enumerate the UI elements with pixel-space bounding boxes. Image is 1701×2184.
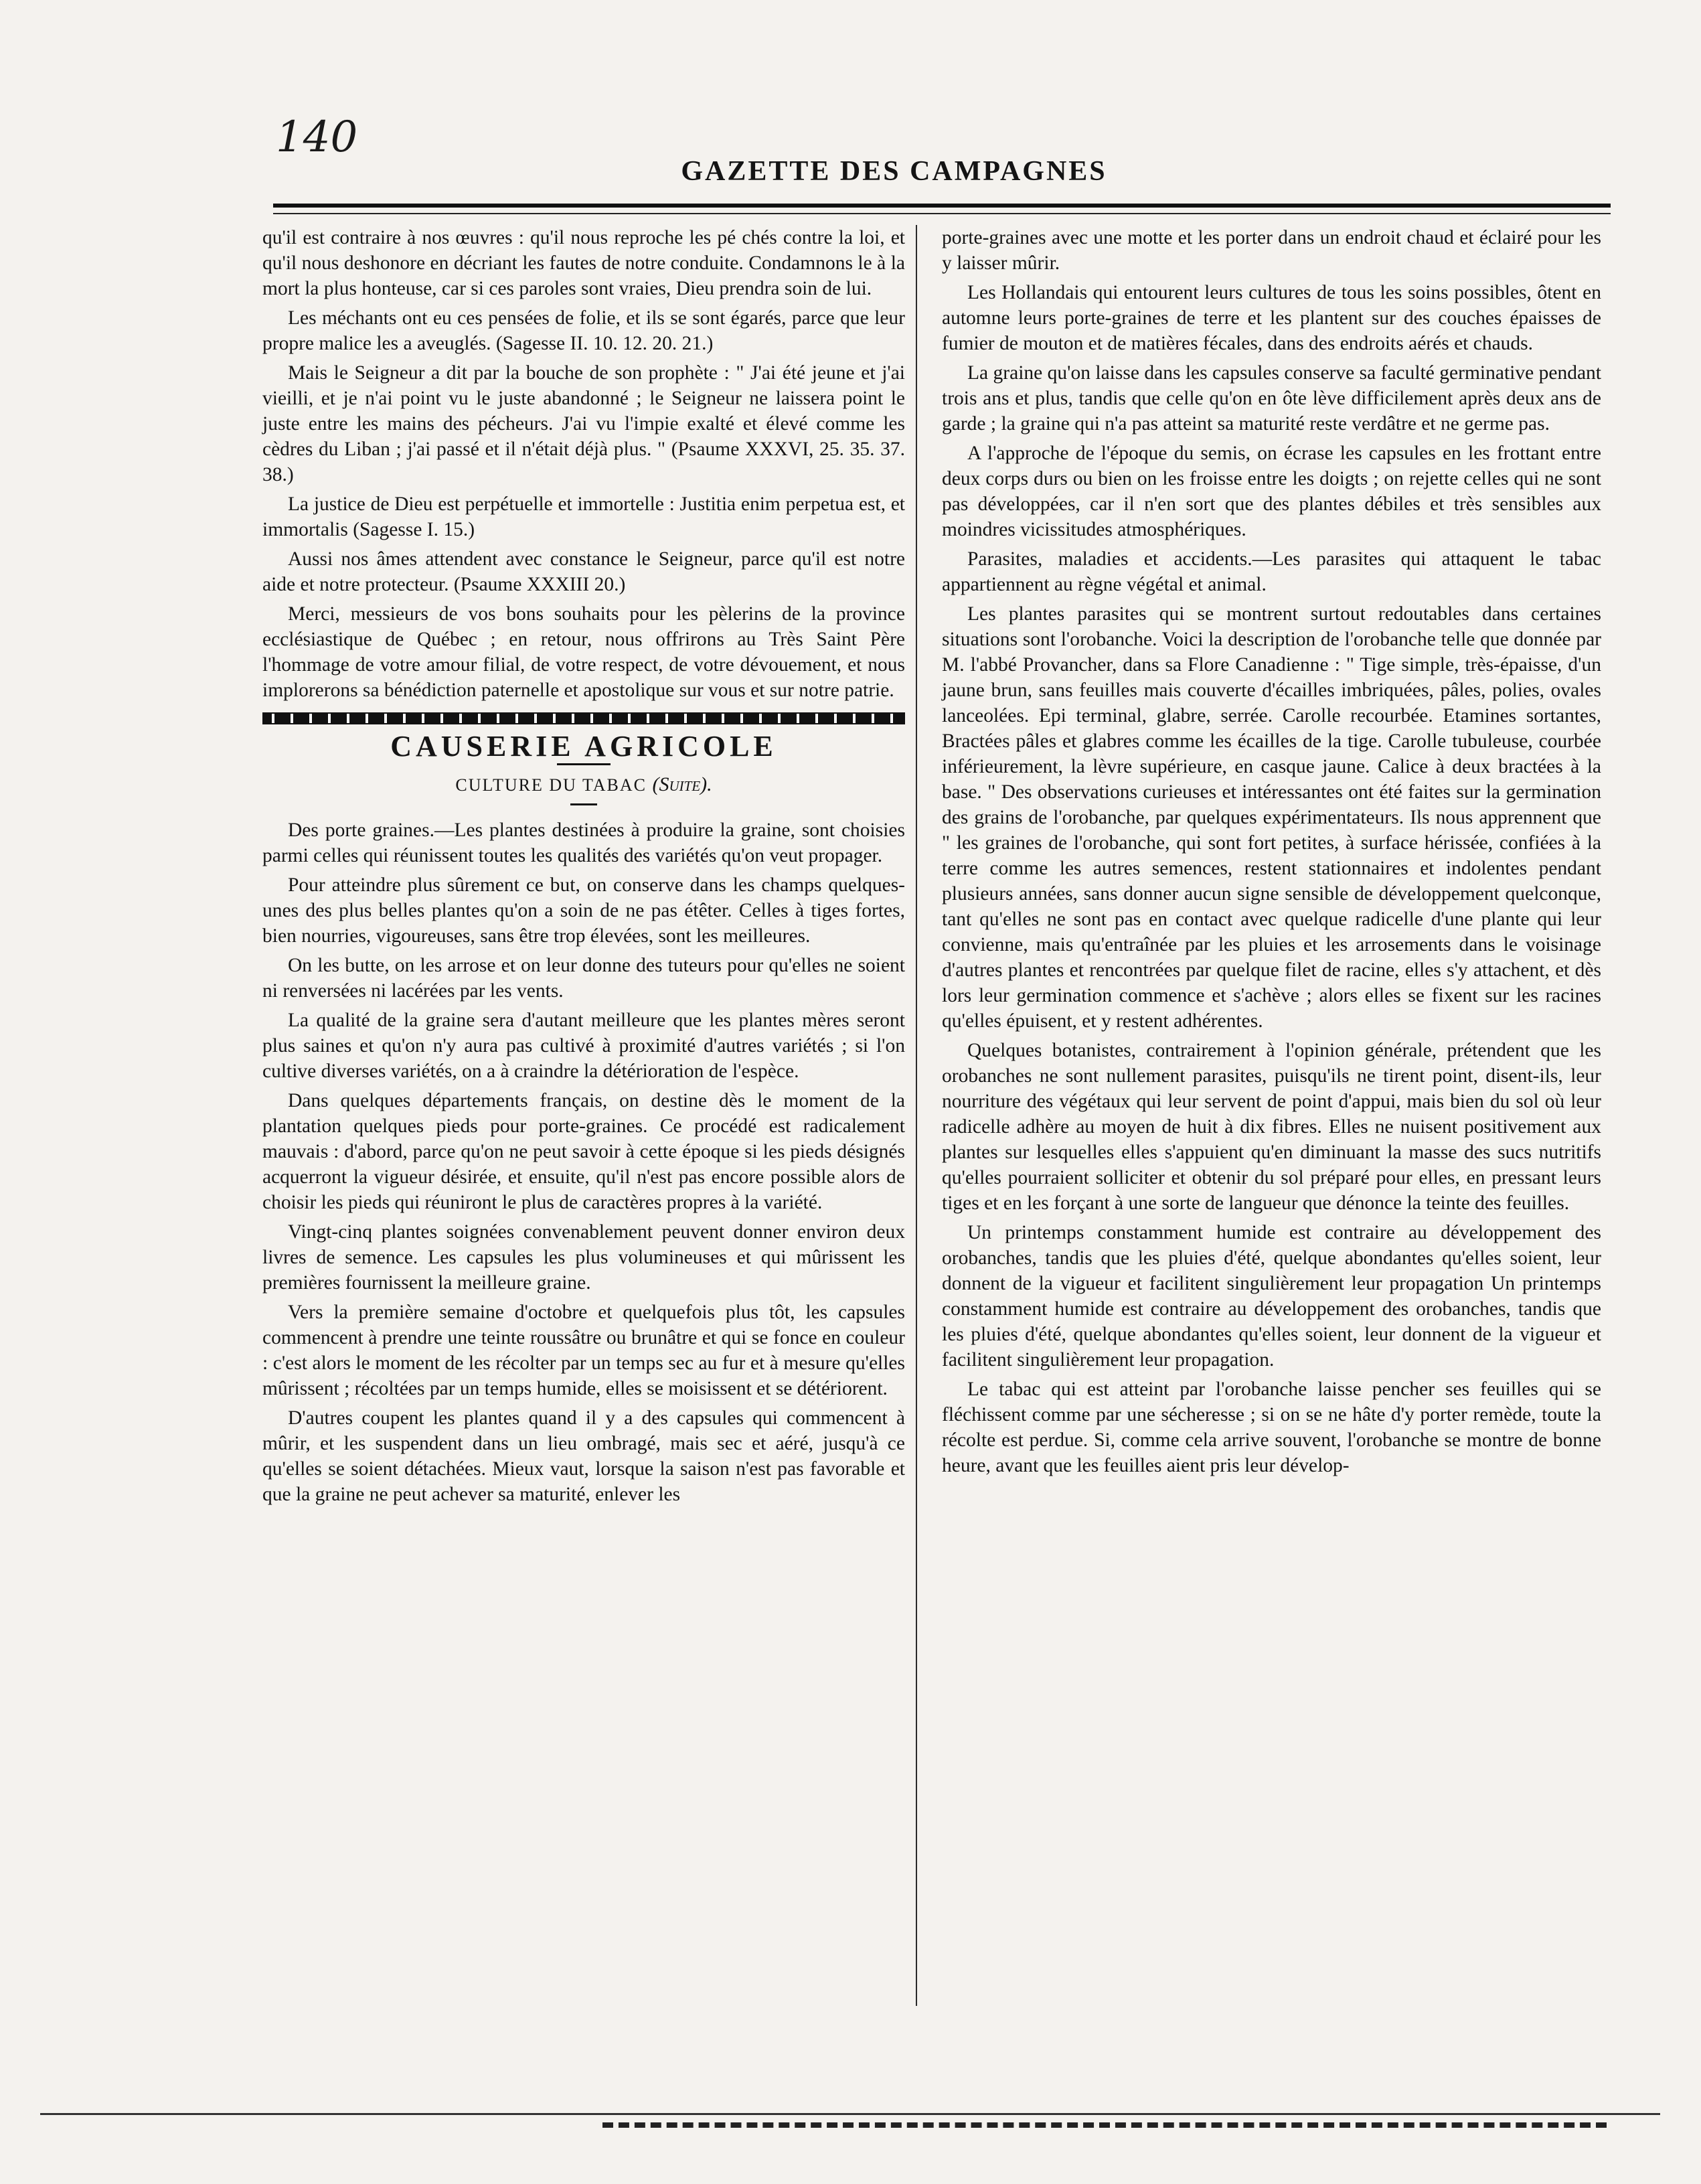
paragraph: Vers la première semaine d'octobre et quelquefois plus tôt, les capsules commencent à prendre une teinte roussâtre ou brunâtre et qui se fonce en couleur : c'est alors le moment de les récolter par un temps sec au fur et à mesure qu'elles mûrissent ; récoltées par un temps humide, elles se moisissent et se détériorent. bbox=[262, 1302, 905, 1399]
subtitle-suite: (Suite). bbox=[652, 773, 712, 795]
section-subtitle bbox=[262, 772, 905, 798]
header-rule bbox=[273, 204, 1611, 214]
title-rule bbox=[557, 763, 611, 765]
paragraph: Mais le Seigneur a dit par la bouche de son prophète : " J'ai été jeune et j'ai vieilli, et je n'ai point vu le juste abandonné ; le Seigneur ne laissera point le juste entre les mains des pécheurs. J'ai vu l'impie exalté et élevé comme les cèdres du Liban ; j'ai passé et il n'était déjà plus. " (Psaume XXXVI, 25. 35. 37. 38.) bbox=[262, 362, 905, 485]
paragraph: Aussi nos âmes attendent avec constance le Seigneur, parce qu'il est notre aide et notre protecteur. (Psaume XXXIII 20.) bbox=[262, 548, 905, 595]
column-divider bbox=[916, 225, 917, 2006]
left-column bbox=[262, 225, 905, 1511]
paragraph: La qualité de la graine sera d'autant meilleure que les plantes mères seront plus saines et qu'on n'y aura pas cultivé à proximité d'autres variétés ; si l'on cultive diverses variétés, on a à craindre la détérioration de l'espèce. bbox=[262, 1010, 905, 1082]
subtitle-rule bbox=[570, 803, 597, 805]
page-number: 140 bbox=[276, 112, 358, 162]
paragraph: La justice de Dieu est perpétuelle et immortelle : Justitia enim perpetua est, et immortalis (Sagesse I. 15.) bbox=[262, 493, 905, 540]
paragraph: Merci, messieurs de vos bons souhaits pour les pèlerins de la province ecclésiastique de Québec ; en retour, nous offrirons au Très Saint Père l'hommage de votre amour filial, de votre respect, de votre dévouement, et nous implorerons sa bénédiction paternelle et apostolique sur vous et sur notre patrie. bbox=[262, 603, 905, 701]
paragraph: D'autres coupent les plantes quand il y a des capsules qui commencent à mûrir, et les suspendent dans un lieu ombragé, mais sec et aéré, jusqu'à ce qu'elles se soient détachées. Mieux vaut, lorsque la saison n'est pas favorable et que la graine ne peut achever sa maturité, enlever les bbox=[262, 1407, 905, 1505]
subtitle-text: CULTURE DU TABAC bbox=[455, 775, 647, 795]
paragraph: Des porte graines.—Les plantes destinées à produire la graine, sont choisies parmi celles qui réunissent toutes les qualités des variétés qu'on veut propager. bbox=[262, 820, 905, 866]
paragraph: Un printemps constamment humide est contraire au développement des orobanches, tandis que les pluies d'été, quelque abondantes qu'elles soient, leur donnent de la vigueur et facilitent singulièrement leur propagation Un printemps constamment humide est contraire au développement des orobanches, tandis que les pluies d'été, quelque abondantes qu'elles soient, leur donnent de la vigueur et facilitent singulièrement leur propagation. bbox=[942, 1222, 1601, 1371]
paragraph: Les Hollandais qui entourent leurs cultures de tous les soins possibles, ôtent en automne leurs porte-graines de terre et les plantent sur des couches épaisses de fumier de mouton et de matières fécales, dans des endroits aérés et chauds. bbox=[942, 282, 1601, 354]
paragraph: A l'approche de l'époque du semis, on écrase les capsules en les frottant entre deux corps durs ou bien on les froisse entre les doigts ; on rejette celles qui ne sont pas développées, car il n'en sort que des plantes débiles et très sensibles aux moindres vicissitudes atmosphériques. bbox=[942, 443, 1601, 540]
paragraph: Le tabac qui est atteint par l'orobanche laisse pencher ses feuilles qui se fléchissent comme par une sécheresse ; si on se ne hâte d'y porter remède, toute la récolte est perdue. Si, comme cela arrive souvent, l'orobanche se montre de bonne heure, avant que les feuilles aient pris leur dévelop- bbox=[942, 1379, 1601, 1476]
paragraph: Parasites, maladies et accidents.—Les parasites qui attaquent le tabac appartiennent au règne végétal et animal. bbox=[942, 548, 1601, 595]
section-divider bbox=[262, 712, 905, 724]
paragraph: Pour atteindre plus sûrement ce but, on conserve dans les champs quelques-unes des plus belles plantes qu'on a soin de ne pas étêter. Celles à tiges fortes, bien nourries, vigoureuses, sans être trop élevées, sont les meilleures. bbox=[262, 874, 905, 947]
footer-dashes bbox=[602, 2122, 1607, 2128]
paragraph: qu'il est contraire à nos œuvres : qu'il nous reproche les pé chés contre la loi, et qu'il nous deshonore en décriant les fautes de notre conduite. Condamnons le à la mort la plus honteuse, car si ces paroles sont vraies, Dieu prendra soin de lui. bbox=[262, 227, 905, 299]
paragraph: Les plantes parasites qui se montrent surtout redoutables dans certaines situations sont l'orobanche. Voici la description de l'orobanche telle que donnée par M. l'abbé Provancher, dans sa Flore Canadienne : " Tige simple, très-épaisse, d'un jaune brun, sans feuilles mais couverte d'écailles imbriquées, pâles, polies, ovales lanceolées. Epi terminal, glabre, serrée. Carolle recourbée. Etamines sortantes, Bractées pâles et glabres comme les écailles de la tige. Carolle tubuleuse, courbée inférieurement, la lèvre supérieure, en casque jaune. Calice à deux bractées à la base. " Des observations curieuses et intéressantes ont été faites sur la germination des grains de l'orobanche, par quelques expérimentateurs. Ils nous apprennent que " les graines de l'orobanche, qui sont fort petites, à surface hérissée, confiées à la terre comme les autres semences, restent stationnaires et indolentes pendant plusieurs années, sans donner aucun signe sensible de développement quelconque, tant qu'elles ne sont pas en contact avec quelque radicelle d'une plante qui leur convienne, mais qu'entraînée par les pluies et les arrosements dans le voisinage d'autres plantes et rencontrées par quelque filet de racine, elles s'y attachent, et dès lors leur germination commence et s'achève ; alors elles se fixent sur les racines qu'elles épuisent, et y restent adhérentes. bbox=[942, 603, 1601, 1032]
footer-rule bbox=[40, 2113, 1660, 2115]
paragraph: On les butte, on les arrose et on leur donne des tuteurs pour qu'elles ne soient ni renversées ni lacérées par les vents. bbox=[262, 955, 905, 1002]
paragraph: Les méchants ont eu ces pensées de folie, et ils se sont égarés, parce que leur propre malice les a aveuglés. (Sagesse II. 10. 12. 20. 21.) bbox=[262, 307, 905, 354]
paragraph: Quelques botanistes, contrairement à l'opinion générale, prétendent que les orobanches ne sont nullement parasites, puisqu'ils ne tirent point, disent-ils, leur nourriture des végétaux qui leur servent de point d'appui, mais bien du sol où leur radicelle adhère au moyen de huit à dix fibres. Elles ne nuisent positivement aux plantes sur lesquelles elles s'appuient qu'en diminuant la masse des sucs nutritifs qu'elles pourraient solliciter et obtenir du sol préparé pour elles, en pressant leurs tiges et en les forçant à une sorte de langueur que dénonce la teinte des feuilles. bbox=[942, 1040, 1601, 1214]
right-column bbox=[942, 225, 1601, 1482]
paragraph: La graine qu'on laisse dans les capsules conserve sa faculté germinative pendant trois ans et plus, tandis que celle qu'on en ôte lève difficilement après deux ans de garde ; la graine qui n'a pas atteint sa maturité reste verdâtre et ne germe pas. bbox=[942, 362, 1601, 435]
paragraph: porte-graines avec une motte et les porter dans un endroit chaud et éclairé pour les y laisser mûrir. bbox=[942, 227, 1601, 274]
masthead-title: GAZETTE DES CAMPAGNES bbox=[681, 156, 1107, 187]
paragraph: Dans quelques départements français, on destine dès le moment de la plantation quelques pieds pour porte-graines. Ce procédé est radicalement mauvais : d'abord, parce qu'on ne peut savoir à cette époque si les pieds désignés acquerront la vigueur désirée, et ensuite, qu'il n'est pas encore possible alors de choisir les pieds qui réuniront le plus de caractères propres à la variété. bbox=[262, 1090, 905, 1213]
paragraph: Vingt-cinq plantes soignées convenablement peuvent donner environ deux livres de semence. Les capsules les plus volumineuses et qui mûrissent les premières fournissent la meilleure graine. bbox=[262, 1221, 905, 1294]
section-title: CAUSERIE AGRICOLE bbox=[390, 730, 777, 763]
